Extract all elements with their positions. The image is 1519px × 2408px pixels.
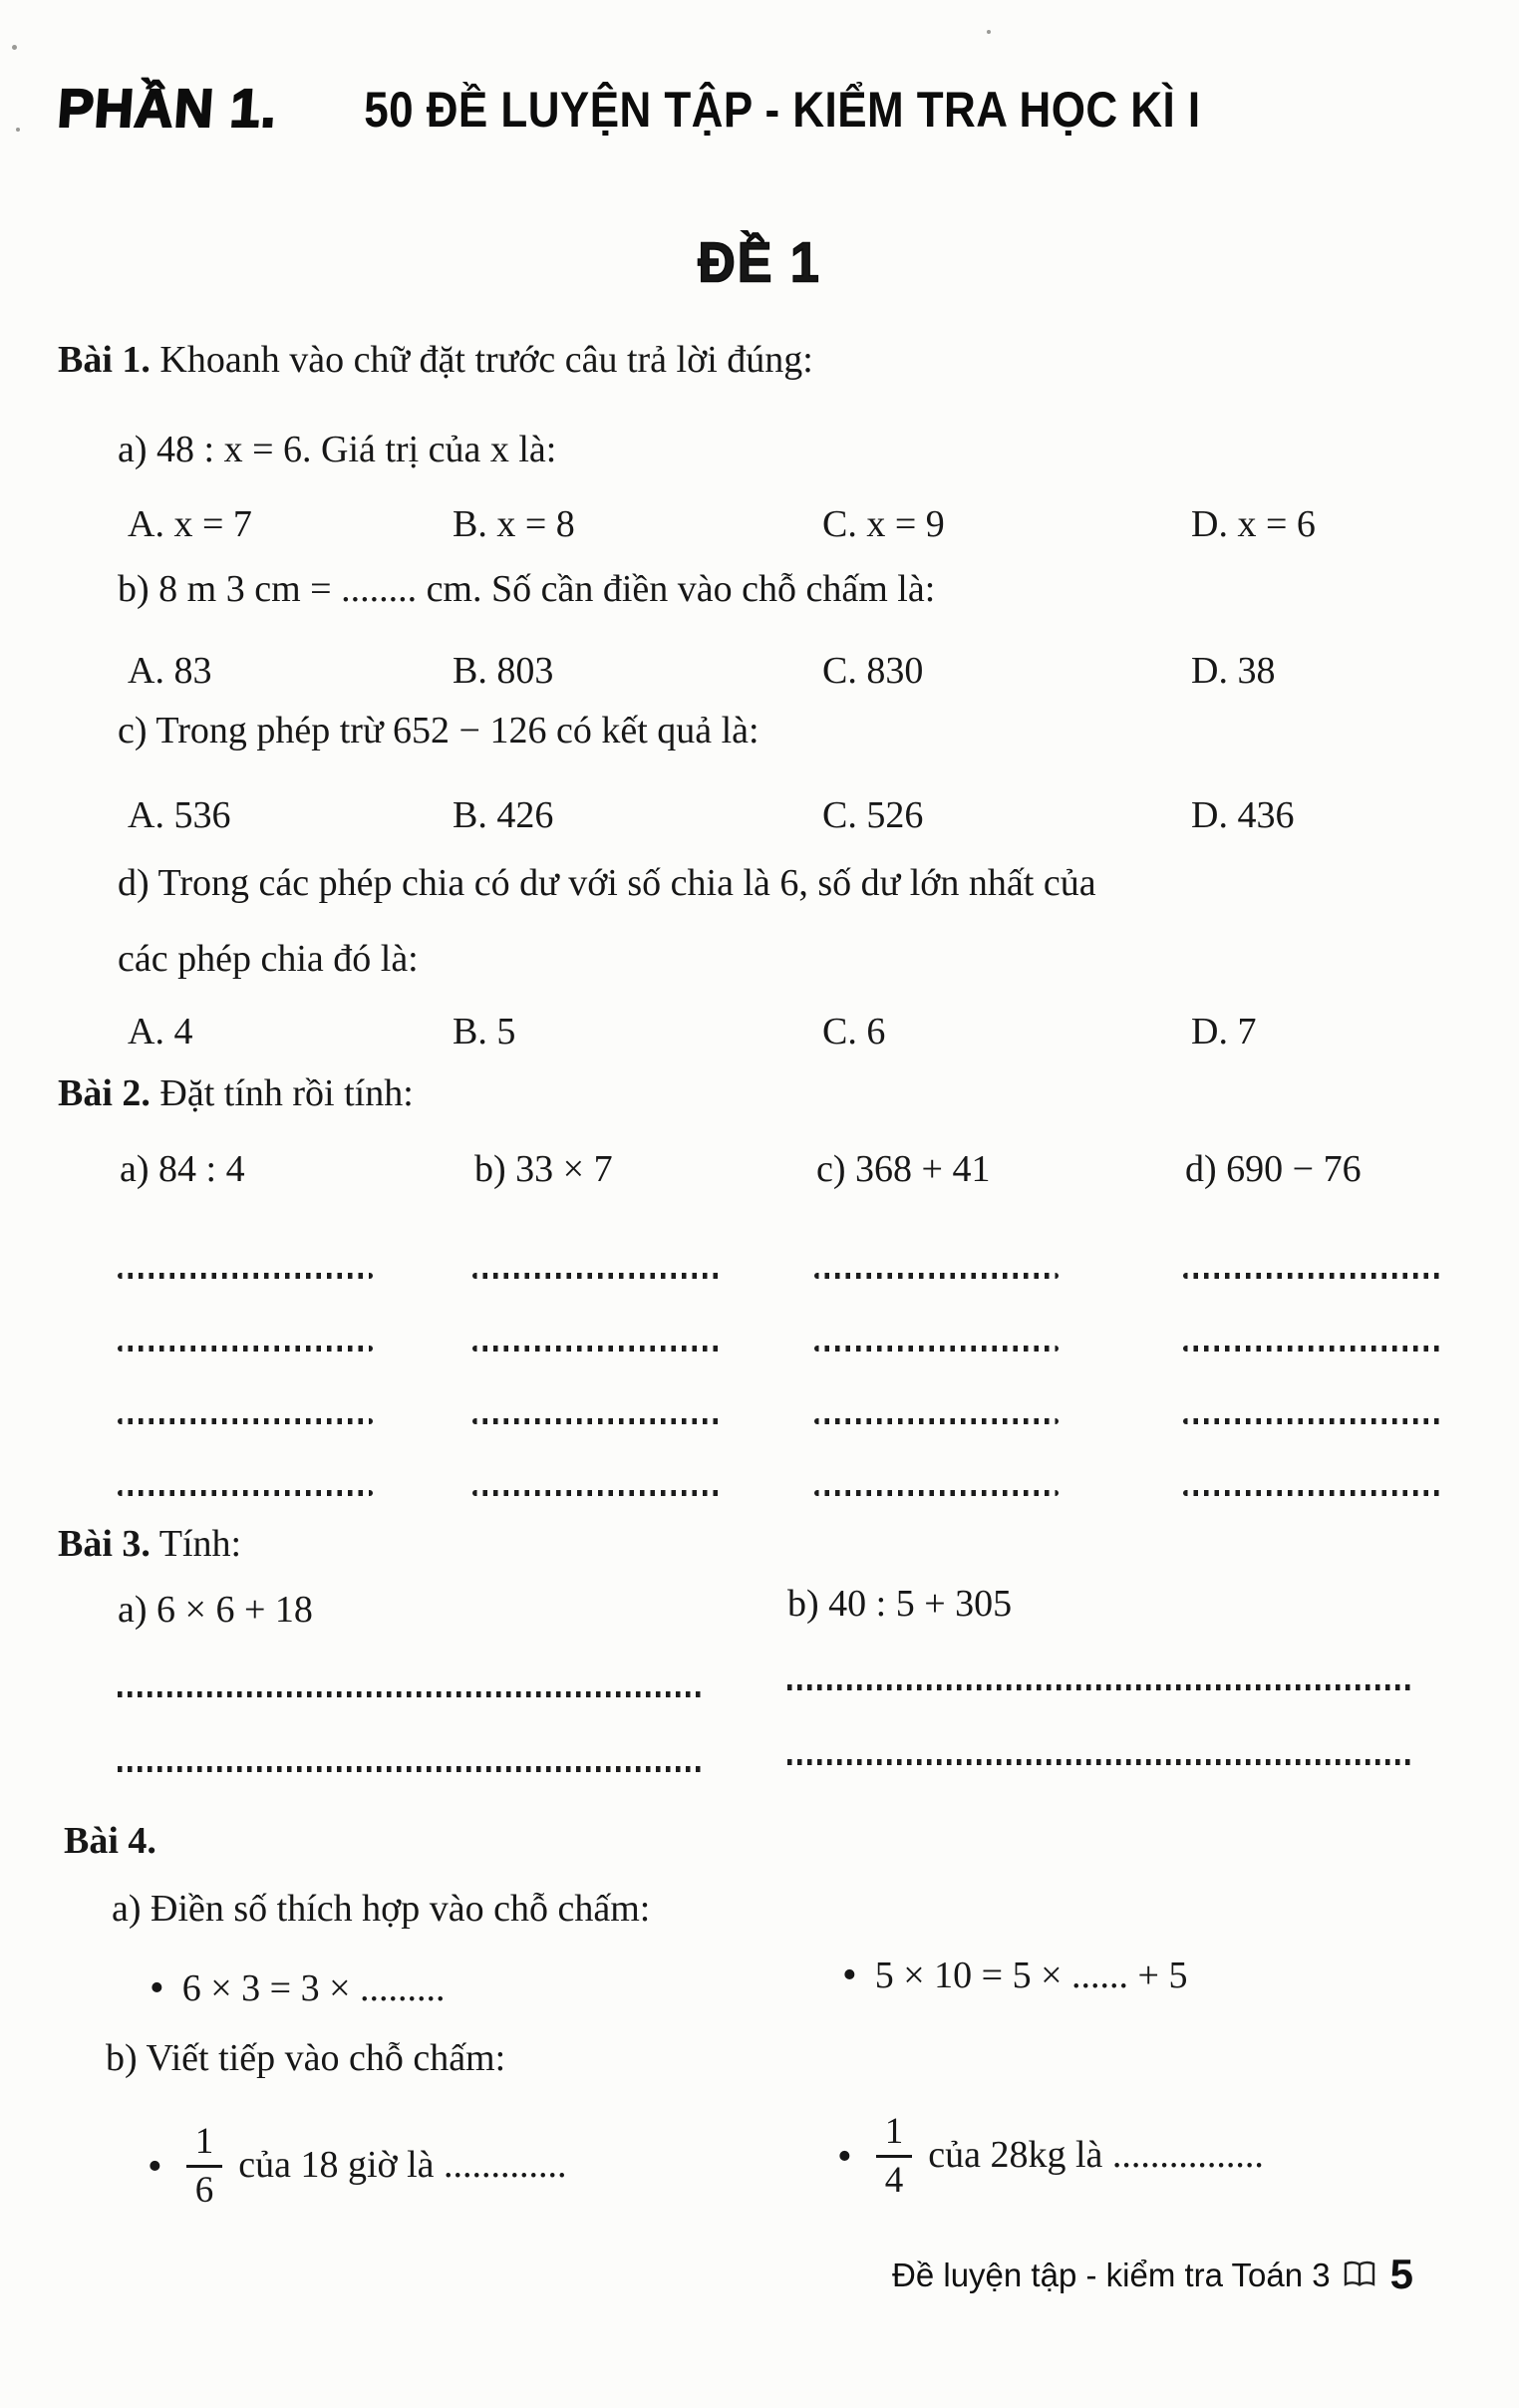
- option-b: B. 426: [453, 794, 554, 836]
- dotted-answer-line: [472, 1418, 722, 1424]
- dotted-answer-line: [472, 1346, 722, 1352]
- test-title-row: [0, 231, 1519, 296]
- bai4-bullet-2: • 5 × 10 = 5 × ...... + 5: [842, 1949, 1187, 2001]
- part-label: PHẦN 1.: [55, 79, 280, 139]
- open-book-icon: [1343, 2260, 1376, 2288]
- option-b: B. x = 8: [453, 503, 575, 545]
- bai1-question-d-line1: d) Trong các phép chia có dư với số chia là 6, số dư lớn nhất của: [118, 862, 1096, 904]
- bai2-heading: [58, 1070, 414, 1118]
- dotted-answer-line: [1183, 1273, 1444, 1279]
- page-footer: [892, 2249, 1413, 2301]
- option-d: D. 436: [1191, 794, 1295, 836]
- bai4-part-a-text: a) Điền số thích hợp vào chỗ chấm:: [112, 1888, 651, 1930]
- bai1-options-a: [128, 501, 1519, 549]
- option-a: A. 536: [128, 794, 231, 836]
- fraction-denominator: 6: [194, 2169, 214, 2211]
- option-c: C. 830: [822, 650, 924, 692]
- dotted-answer-line: [814, 1273, 1059, 1279]
- fraction-item-text: của 18 giờ là .............: [238, 2144, 567, 2187]
- part-header: [55, 76, 1258, 144]
- bai3-item-a: a) 6 × 6 + 18: [118, 1589, 313, 1631]
- bai4-fraction-item-2: [837, 2091, 1264, 2221]
- bai4-bullet-1: • 6 × 3 = 3 × .........: [150, 1961, 446, 2014]
- bai1-options-b: [128, 648, 1519, 696]
- page-number: 5: [1389, 2251, 1413, 2297]
- bai1-question-d-line2: các phép chia đó là:: [118, 938, 419, 980]
- bai1-options-c: [128, 792, 1519, 840]
- dotted-answer-line: [814, 1418, 1059, 1424]
- option-b: B. 803: [453, 650, 554, 692]
- bai4-heading: [64, 1818, 156, 1866]
- fraction-one-fourth: [876, 2111, 913, 2201]
- bai2-label: Bài 2.: [58, 1072, 151, 1114]
- option-c: C. x = 9: [822, 503, 945, 545]
- bai1-label: Bài 1.: [58, 339, 151, 381]
- bai3-item-b: b) 40 : 5 + 305: [787, 1583, 1013, 1625]
- bai1-question-a: a) 48 : x = 6. Giá trị của x là:: [118, 429, 557, 470]
- bai4-part-b-text: b) Viết tiếp vào chỗ chấm:: [106, 2037, 506, 2079]
- dotted-answer-line: [1183, 1418, 1444, 1424]
- bai2-answer-row: [118, 1389, 1519, 1437]
- dotted-answer-line: [118, 1691, 706, 1697]
- dotted-answer-line: [787, 1759, 1410, 1765]
- dotted-answer-line: [118, 1766, 706, 1772]
- option-b: B. 5: [453, 1011, 516, 1053]
- bai3-heading: [58, 1521, 241, 1569]
- bai2-instruction: Đặt tính rồi tính:: [159, 1072, 414, 1114]
- dotted-answer-line: [118, 1418, 373, 1424]
- bai2-item-b: b) 33 × 7: [474, 1148, 613, 1190]
- bai2-item-c: c) 368 + 41: [816, 1148, 991, 1190]
- option-d: D. 38: [1191, 650, 1276, 692]
- scan-noise: [16, 128, 20, 132]
- option-c: C. 6: [822, 1011, 886, 1053]
- bai2-answer-row: [118, 1461, 1519, 1509]
- bai3-instruction: Tính:: [158, 1523, 242, 1565]
- bai1-instruction: Khoanh vào chữ đặt trước câu trả lời đúng:: [159, 339, 813, 381]
- dotted-answer-line: [1183, 1346, 1444, 1352]
- bai2-item-d: d) 690 − 76: [1185, 1148, 1362, 1190]
- fraction-item-text: của 28kg là ................: [928, 2134, 1264, 2177]
- fraction-numerator: • 1: [186, 2121, 223, 2167]
- bai1-question-b: b) 8 m 3 cm = ........ cm. Số cần điền vào chỗ chấm là:: [118, 568, 936, 610]
- dotted-answer-line: [814, 1346, 1059, 1352]
- bai2-answer-row: [118, 1244, 1519, 1292]
- scan-noise: [987, 30, 991, 34]
- part-title: 50 ĐỀ LUYỆN TẬP - KIỂM TRA HỌC KÌ I: [364, 82, 1201, 138]
- bai1-heading: [58, 337, 813, 385]
- dotted-answer-line: [814, 1490, 1059, 1496]
- fraction-numerator: • 1: [876, 2111, 913, 2157]
- fraction-one-sixth: [186, 2121, 223, 2211]
- bai2-answer-row: [118, 1317, 1519, 1364]
- dotted-answer-line: [118, 1346, 373, 1352]
- dotted-answer-line: [787, 1684, 1410, 1690]
- bai1-question-d: [118, 845, 1443, 997]
- bai2-items-row: [120, 1146, 1519, 1194]
- dotted-answer-line: [1183, 1490, 1444, 1496]
- bai2-item-a: a) 84 : 4: [120, 1148, 245, 1190]
- bai4-label: Bài 4.: [64, 1820, 156, 1862]
- option-d: D. x = 6: [1191, 503, 1316, 545]
- bai1-options-d: [128, 1009, 1519, 1056]
- scan-noise: [12, 45, 17, 50]
- option-a: A. x = 7: [128, 503, 252, 545]
- option-a: A. 83: [128, 650, 212, 692]
- dotted-answer-line: [472, 1490, 722, 1496]
- dotted-answer-line: [118, 1490, 373, 1496]
- dotted-answer-line: [472, 1273, 722, 1279]
- option-a: A. 4: [128, 1011, 193, 1053]
- footer-text: Đề luyện tập - kiểm tra Toán 3: [892, 2256, 1331, 2293]
- fraction-denominator: 4: [884, 2159, 904, 2201]
- option-c: C. 526: [822, 794, 924, 836]
- test-title: ĐỀ 1: [698, 231, 821, 295]
- bai3-label: Bài 3.: [58, 1523, 151, 1565]
- option-d: D. 7: [1191, 1011, 1257, 1053]
- bai1-question-c: c) Trong phép trừ 652 − 126 có kết quả là:: [118, 710, 760, 752]
- dotted-answer-line: [118, 1273, 373, 1279]
- bai4-fraction-item-1: [148, 2101, 567, 2231]
